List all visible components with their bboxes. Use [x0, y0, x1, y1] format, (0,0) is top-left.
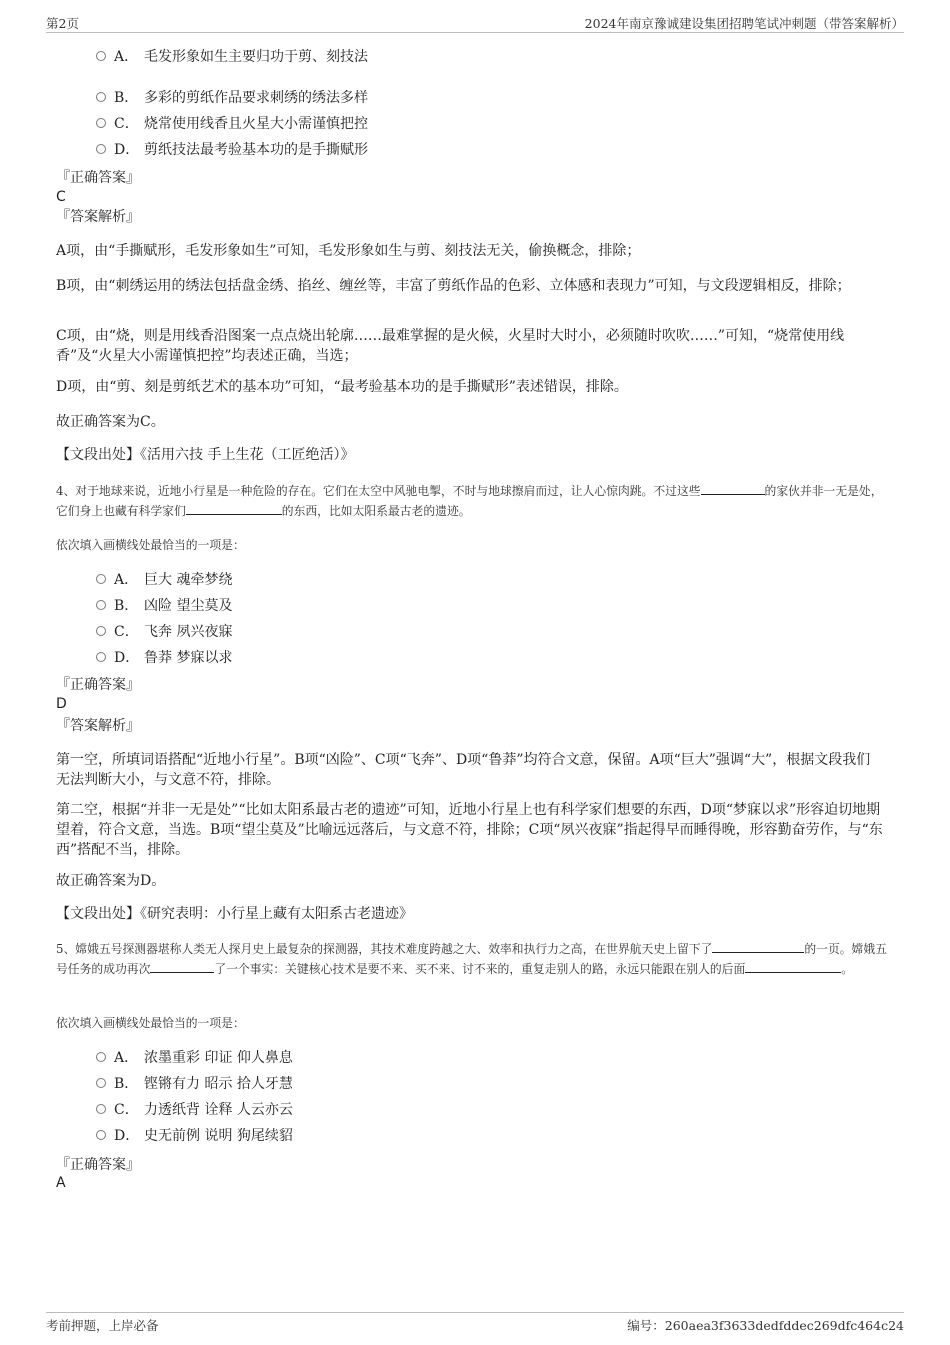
radio-icon[interactable] [96, 118, 106, 128]
document-code: 编号：260aea3f3633dedfddec269dfc464c24 [627, 1318, 904, 1333]
option-text: 剪纸技法最考验基本功的是手撕赋形 [144, 142, 368, 158]
option-text: 史无前例 说明 狗尾续貂 [144, 1128, 293, 1144]
q3-option-b[interactable]: B． 多彩的剪纸作品要求刺绣的绣法多样 [96, 88, 368, 108]
option-text: 多彩的剪纸作品要求刺绣的绣法多样 [144, 90, 368, 106]
q3-conclusion: 故正确答案为C。 [56, 414, 165, 430]
q3-option-c[interactable]: C． 烧常使用线香且火星大小需谨慎把控 [96, 114, 368, 134]
radio-icon[interactable] [96, 92, 106, 102]
option-text: 巨大 魂牵梦绕 [144, 572, 233, 588]
option-text: 鲁莽 梦寐以求 [144, 650, 233, 666]
option-text: 飞奔 夙兴夜寐 [144, 624, 233, 640]
option-text: 力透纸背 诠释 人云亦云 [144, 1102, 293, 1118]
q5-answer: A [56, 1175, 66, 1191]
q4-analysis-2: 第二空，根据“并非一无是处”“比如太阳系最古老的遗迹”可知，近地小行星上也有科学家们想要的东西，D项“梦寐以求”形容迫切地期望着，符合文意，当选。B项“望尘莫及”比喻远远落后，与文意不符，排除；C项“夙兴夜寐”指起得早而睡得晚，形容勤奋劳作，与“东西”搭配不当，排除。 [56, 802, 883, 858]
q4-instruction: 依次填入画横线处最恰当的一项是： [56, 538, 245, 552]
option-text: 浓墨重彩 印证 仰人鼻息 [144, 1050, 293, 1066]
q3-answer: C [56, 189, 66, 205]
blank-line [150, 959, 214, 973]
blank-line [745, 959, 841, 973]
radio-icon[interactable] [96, 626, 106, 636]
radio-icon[interactable] [96, 600, 106, 610]
q4-source: 【文段出处】《研究表明：小行星上藏有太阳系古老遗迹》 [56, 906, 413, 922]
radio-icon[interactable] [96, 652, 106, 662]
radio-icon[interactable] [96, 1130, 106, 1140]
q4-answer: D [56, 696, 67, 712]
q3-option-d[interactable]: D． 剪纸技法最考验基本功的是手撕赋形 [96, 140, 368, 160]
q4-analysis-1: 第一空，所填词语搭配“近地小行星”。B项“凶险”、C项“飞奔”、D项“鲁莽”均符合文意，保留。A项“巨大”强调“大”，根据文段我们无法判断大小，与文意不符，排除。 [56, 752, 871, 788]
q4-analysis-label: 『答案解析』 [56, 718, 140, 734]
radio-icon[interactable] [96, 574, 106, 584]
radio-icon[interactable] [96, 51, 106, 61]
page-footer [46, 1312, 904, 1333]
option-text: 毛发形象如生主要归功于剪、刻技法 [144, 49, 368, 65]
q5-option-a[interactable]: A． 浓墨重彩 印证 仰人鼻息 [96, 1048, 293, 1068]
q4-stem: 4、对于地球来说，近地小行星是一种危险的存在。它们在太空中风驰电掣，不时与地球擦肩而过，让人心惊肉跳。不过这些 的家伙并非一无是处，它们身上也藏有科学家们 的东西，比如太阳系最古老的遗迹。 [56, 481, 894, 521]
q4-option-b[interactable]: B． 凶险 望尘莫及 [96, 596, 232, 616]
q4-conclusion: 故正确答案为D。 [56, 873, 166, 889]
q3-answer-label: 『正确答案』 [56, 170, 140, 186]
q5-option-d[interactable]: D． 史无前例 说明 狗尾续貂 [96, 1126, 293, 1146]
q3-source: 【文段出处】《活用六技 手上生花（工匠绝活）》 [56, 447, 355, 463]
q5-stem: 5、嫦娥五号探测器堪称人类无人探月史上最复杂的探测器，其技术难度跨越之大、效率和执行力之高，在世界航天史上留下了 的一页。嫦娥五号任务的成功再次 了一个事实：关键核心技术是要不来、买不来、讨不来的，重复走别人的路，永远只能跟在别人的后面 。 [56, 939, 894, 979]
q3-option-a[interactable]: A． 毛发形象如生主要归功于剪、刻技法 [96, 47, 368, 67]
q4-option-a[interactable]: A． 巨大 魂牵梦绕 [96, 570, 232, 590]
q5-answer-label: 『正确答案』 [56, 1157, 140, 1173]
footer-slogan: 考前押题，上岸必备 [46, 1318, 159, 1333]
option-text: 烧常使用线香且火星大小需谨慎把控 [144, 116, 368, 132]
radio-icon[interactable] [96, 1078, 106, 1088]
page-header [46, 14, 904, 33]
radio-icon[interactable] [96, 144, 106, 154]
radio-icon[interactable] [96, 1052, 106, 1062]
q4-option-c[interactable]: C． 飞奔 夙兴夜寐 [96, 622, 232, 642]
q3-analysis-d: D项，由“剪、刻是剪纸艺术的基本功”可知，“最考验基本功的是手撕赋形”表述错误，排除。 [56, 379, 628, 395]
q3-analysis-a: A项，由“手撕赋形，毛发形象如生”可知，毛发形象如生与剪、刻技法无关，偷换概念，排除； [56, 243, 641, 259]
radio-icon[interactable] [96, 1104, 106, 1114]
q5-option-b[interactable]: B． 铿锵有力 昭示 拾人牙慧 [96, 1074, 293, 1094]
q3-analysis-c: C项，由“烧，则是用线香沿图案一点点烧出轮廓……最难掌握的是火候，火星时大时小，必须随时吹吹……”可知，“烧常使用线香”及“火星大小需谨慎把控”均表述正确，当选； [56, 328, 845, 364]
q3-analysis-label: 『答案解析』 [56, 209, 140, 225]
q4-answer-label: 『正确答案』 [56, 677, 140, 693]
option-text: 铿锵有力 昭示 拾人牙慧 [144, 1076, 293, 1092]
blank-line [701, 481, 765, 495]
q5-instruction: 依次填入画横线处最恰当的一项是： [56, 1016, 245, 1030]
q4-option-d[interactable]: D． 鲁莽 梦寐以求 [96, 648, 232, 668]
blank-line [712, 939, 804, 953]
blank-line [186, 501, 282, 515]
document-title: 2024年南京豫诚建设集团招聘笔试冲刺题（带答案解析） [584, 16, 904, 31]
option-text: 凶险 望尘莫及 [144, 598, 233, 614]
page-number: 第2页 [46, 16, 79, 31]
q5-option-c[interactable]: C． 力透纸背 诠释 人云亦云 [96, 1100, 293, 1120]
q3-analysis-b: B项，由“刺绣运用的绣法包括盘金绣、掐丝、缠丝等，丰富了剪纸作品的色彩、立体感和表现力”可知，与文段逻辑相反，排除； [56, 278, 851, 294]
